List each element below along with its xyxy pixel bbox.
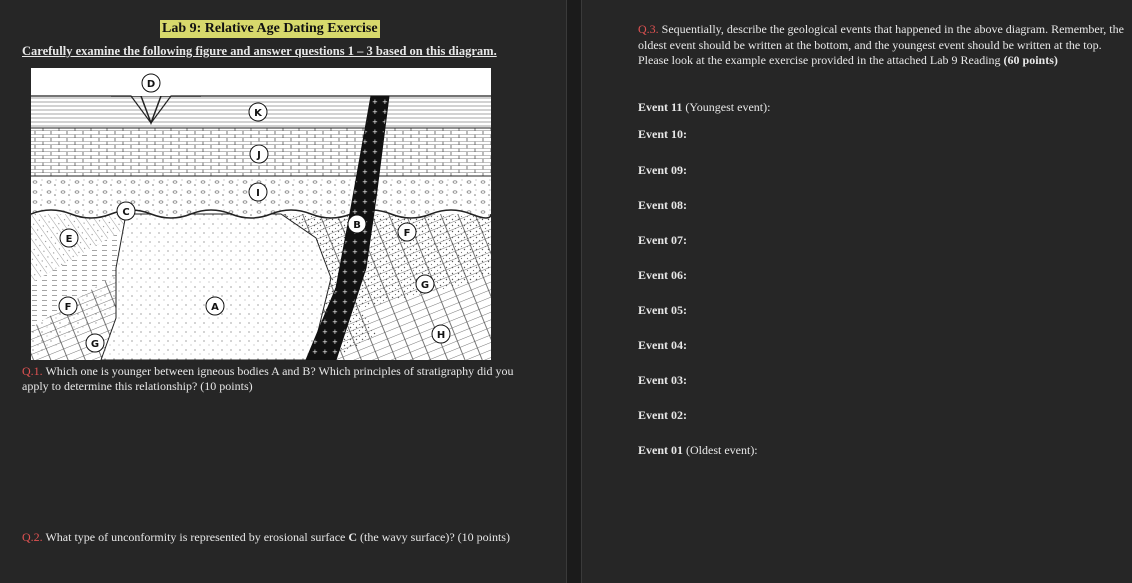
svg-text:K: K (254, 108, 262, 119)
question-3 (638, 22, 1126, 69)
label-f-upper (398, 223, 416, 241)
question-3-points: (60 points) (1003, 53, 1058, 67)
event-02: Event 02: (638, 408, 687, 422)
question-3-number: Q.3. (638, 22, 659, 36)
label-a (206, 297, 224, 315)
page-divider (566, 0, 582, 583)
label-b (348, 215, 366, 233)
svg-text:I: I (256, 188, 260, 199)
svg-text:G: G (90, 339, 100, 350)
question-1 (22, 364, 522, 394)
event-09: Event 09: (638, 163, 687, 177)
label-j (250, 145, 268, 163)
question-2 (22, 530, 542, 545)
svg-text:E: E (65, 234, 73, 245)
question-2-text-after: (the wavy surface)? (10 points) (357, 530, 510, 544)
event-06: Event 06: (638, 268, 687, 282)
label-h (432, 325, 450, 343)
label-g-lower (86, 334, 104, 352)
question-2-number: Q.2. (22, 530, 43, 544)
event-07: Event 07: (638, 233, 687, 247)
geologic-cross-section-figure (31, 68, 491, 360)
event-04: Event 04: (638, 338, 687, 352)
svg-text:H: H (436, 330, 446, 341)
event-05: Event 05: (638, 303, 687, 317)
event-08: Event 08: (638, 198, 687, 212)
event-11: Event 11 (Youngest event): (638, 100, 771, 114)
question-1-text: Which one is younger between igneous bodies A and B? Which principles of stratigraphy did you apply to determine this relationship? (10 points) (22, 364, 514, 393)
event-10: Event 10: (638, 127, 687, 141)
svg-text:A: A (211, 302, 219, 313)
label-c (117, 202, 135, 220)
event-01: Event 01 (Oldest event): (638, 443, 758, 457)
label-i (249, 183, 267, 201)
label-k (249, 103, 267, 121)
right-page (582, 0, 1132, 583)
document-title: Lab 9: Relative Age Dating Exercise (162, 21, 378, 36)
cross-section-svg (31, 68, 491, 360)
label-e (60, 229, 78, 247)
svg-text:F: F (403, 228, 411, 239)
instruction-text: Carefully examine the following figure and answer questions 1 – 3 based on this diagram. (22, 44, 497, 58)
question-2-bold: C (348, 530, 358, 544)
question-2-text-before: What type of unconformity is represented by erosional surface (42, 530, 349, 544)
label-g-upper (416, 275, 434, 293)
event-03: Event 03: (638, 373, 687, 387)
label-d (142, 74, 160, 92)
svg-text:C: C (122, 207, 130, 218)
svg-text:B: B (353, 220, 361, 231)
svg-text:G: G (420, 280, 430, 291)
question-1-number: Q.1. (22, 364, 43, 378)
question-3-text: Sequentially, describe the geological events that happened in the above diagram. Remember, the oldest event should be written at the bottom, and the youngest event should be written at the top. Please look at the example exercise provided in the attached Lab 9 Reading (638, 22, 1124, 67)
svg-text:F: F (64, 302, 72, 313)
svg-text:J: J (257, 150, 261, 161)
label-f-lower (59, 297, 77, 315)
svg-text:D: D (146, 79, 156, 90)
